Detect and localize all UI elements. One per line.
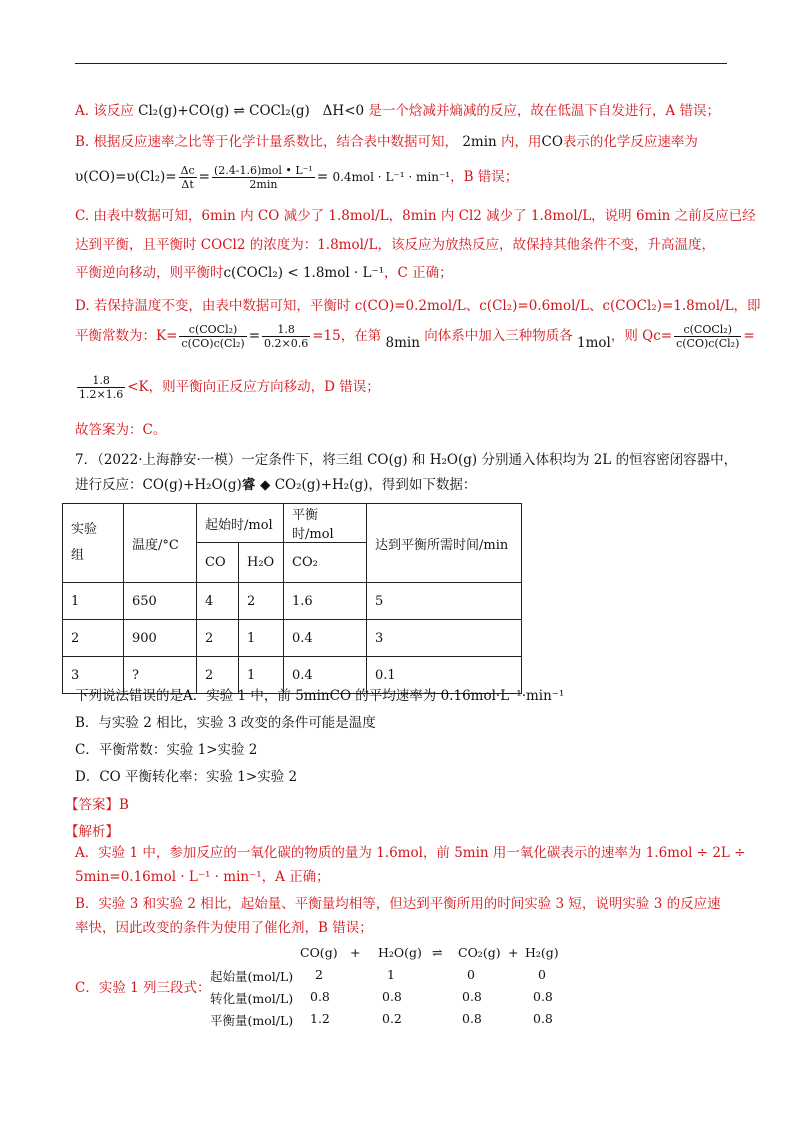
- option-d-k-formula: 平衡常数为：K= $\frac{\text{c(COCl₂)}}{\text{c(CO)c(Cl₂)}}$ = $\frac{1.8}{0.2\times 0.6}$ =15，在第 8min 向体系中加入三种物质各 1mol，则 Qc= $\frac{\text{c(COCl₂)}}{\text{c(CO)c(Cl₂)}}$ =: [75, 323, 755, 351]
- explanation-c-label: C．实验 1 列三段式：: [75, 980, 211, 996]
- q7-option-b: B．与实验 2 相比，实验 3 改变的条件可能是温度: [75, 715, 376, 731]
- explanation-a-line2: 5min=0.16mol · L⁻¹ · min⁻¹，A 正确；: [75, 869, 330, 885]
- rate-fraction: $\frac{\text{(2.4-1.6)mol • L⁻¹}}{2\min}$: [213, 164, 313, 191]
- header-co: CO: [197, 543, 239, 583]
- option-c-line2: 达到平衡，且平衡时 COCl2 的浓度为：1.8mol/L，该反应为放热反应，故保持其他条件不变，升高温度，: [75, 237, 715, 253]
- analysis-label: 【解析】: [65, 824, 119, 840]
- explanation-a-line1: A．实验 1 中，参加反应的一氧化碳的物质的量为 1.6mol，前 5min 用一氧化碳表示的速率为 1.6mol ÷ 2L ÷: [75, 845, 746, 861]
- option-b-rate-formula: υ(CO)=υ(Cl₂)= $\frac{\Delta c}{\Delta t}$ = $\frac{\text{(2.4-1.6)mol • L⁻¹}}{2\min}$ = 0.4mol · L⁻¹ · min⁻¹，B 错误；: [75, 164, 519, 191]
- option-d-q-value: $\frac{1.8}{1.2\times 1.6}$ <K，则平衡向正反应方向移动，D 错误；: [79, 374, 380, 401]
- header-group: 实验组: [63, 504, 124, 583]
- explanation-b-line2: 率快，因此改变的条件为使用了催化剂，B 错误；: [75, 920, 373, 936]
- q7-stem-line1: 7．（2022·上海静安·一模）一定条件下，将三组 CO(g) 和 H₂O(g) 分别通入体积均为 2L 的恒容密闭容器中，: [75, 452, 738, 468]
- table-row: 2 900 2 1 0.4 3: [63, 620, 522, 657]
- q7-option-d: D．CO 平衡转化率：实验 1>实验 2: [75, 769, 298, 785]
- delta-fraction: $\frac{\Delta c}{\Delta t}$: [180, 164, 195, 191]
- table-row: 3 ? 2 1 0.4 0.1: [63, 657, 522, 694]
- header-h2o: H₂O: [239, 543, 284, 583]
- header-rule: [75, 63, 727, 64]
- option-b-explanation-line1: B. 根据反应速率之比等于化学计量系数比，结合表中数据可知， 2min 内，用CO表示的化学反应速率为: [75, 134, 698, 150]
- experiment-table: [62, 503, 522, 694]
- option-c-line1: C. 由表中数据可知，6min 内 CO 减少了 1.8mol/L，8min 内 Cl2 减少了 1.8mol/L，说明 6min 之前反应已经: [75, 208, 756, 224]
- header-temp: 温度/°C: [124, 504, 197, 583]
- header-co2: CO₂: [284, 543, 367, 583]
- q7-stem-line2: 进行反应：CO(g)+H₂O(g)睿 ◆ CO₂(g)+H₂(g)，得到如下数据：: [75, 477, 477, 493]
- table-row: 1 650 4 2 1.6 5: [63, 583, 522, 620]
- header-start: 起始时/mol: [197, 504, 284, 543]
- header-time: 达到平衡所需时间/min: [367, 504, 522, 583]
- header-eq: 平衡时/mol: [284, 504, 367, 543]
- previous-answer: 故答案为：C。: [75, 422, 167, 438]
- answer-label: 【答案】B: [65, 797, 129, 813]
- option-a-explanation: A. 该反应 Cl₂(g)+CO(g) ⇌ COCl₂(g) ΔH<0 是一个焓减并熵减的反应，故在低温下自发进行，A 错误；: [75, 103, 720, 119]
- option-d-line1: D. 若保持温度不变，由表中数据可知，平衡时 c(CO)=0.2mol/L、c(Cl₂)=0.6mol/L、c(COCl₂)=1.8mol/L，即: [75, 298, 761, 314]
- q7-option-a: 下列说法错误的是A．实验 1 中，前 5minCO 的平均速率为 0.16mol·L⁻¹·min⁻¹: [75, 688, 565, 704]
- q7-option-c: C．平衡常数：实验 1>实验 2: [75, 742, 258, 758]
- option-c-line3: 平衡逆向移动，则平衡时c(COCl₂) < 1.8mol · L⁻¹，C 正确；: [75, 265, 453, 281]
- explanation-b-line1: B．实验 3 和实验 2 相比，起始量、平衡量均相等，但达到平衡所用的时间实验 3 短，说明实验 3 的反应速: [75, 896, 721, 912]
